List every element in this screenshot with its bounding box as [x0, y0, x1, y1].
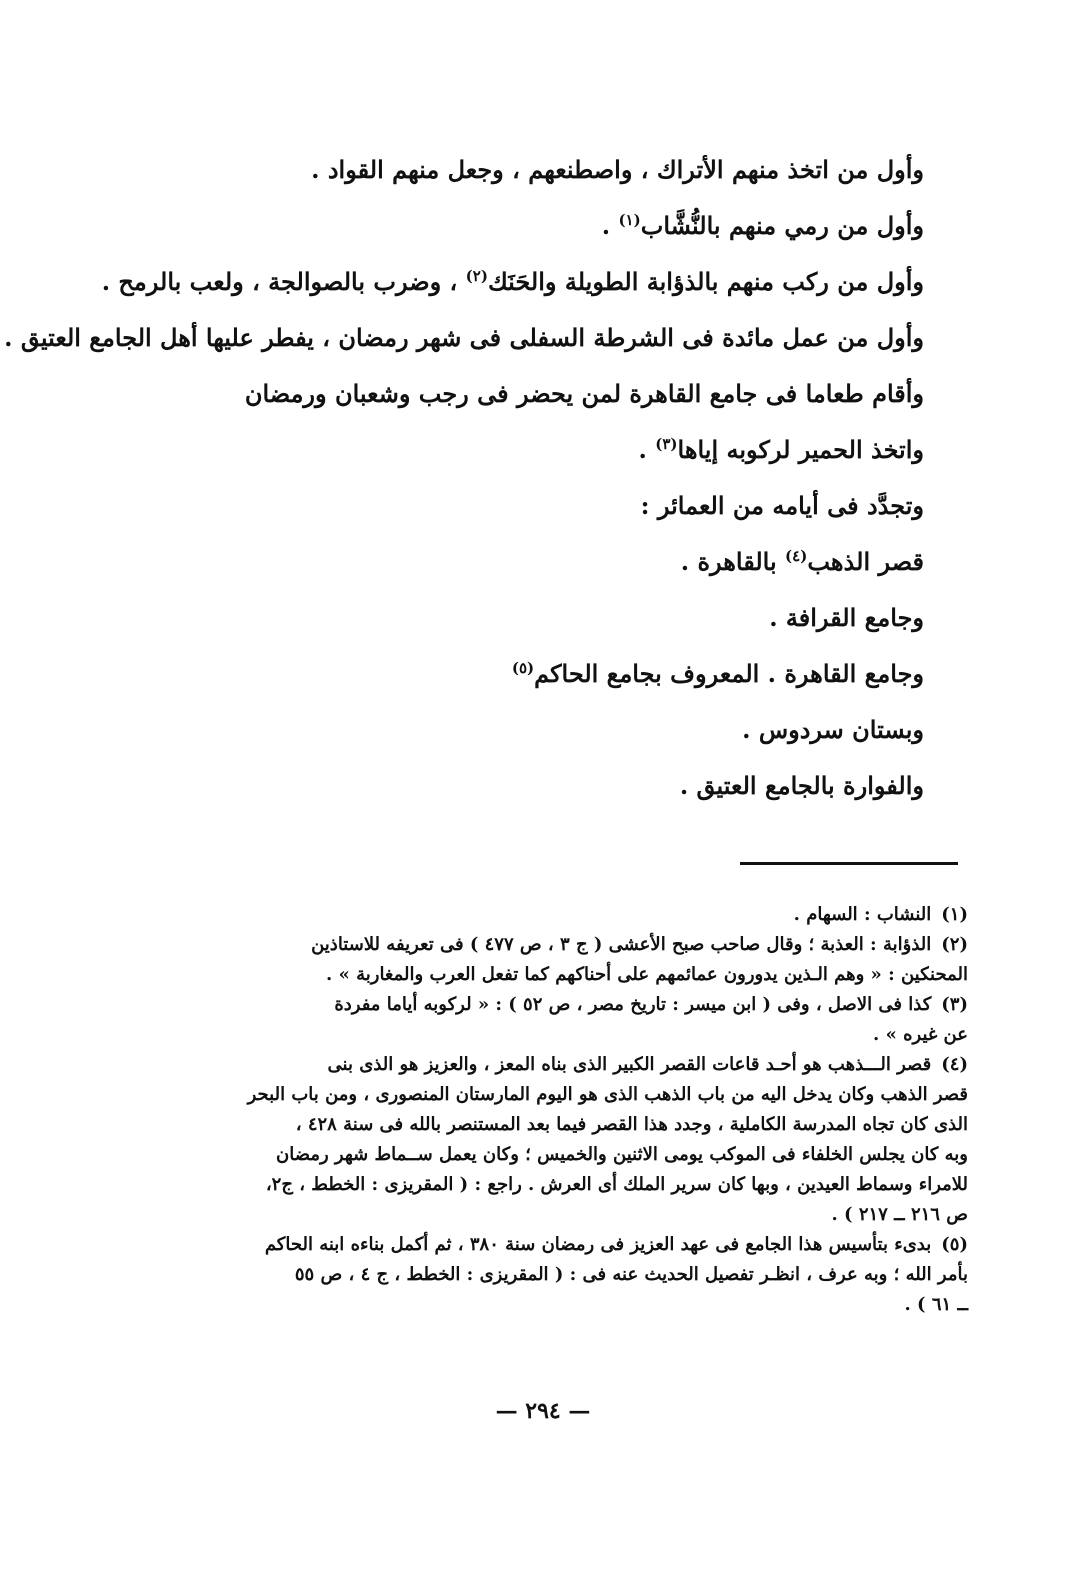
footnote-line — [118, 1230, 968, 1260]
line-text: وبستان سردوس . — [742, 715, 924, 744]
footnote — [118, 930, 968, 990]
text-line — [144, 478, 924, 534]
footnote-text: قصر الـــذهب هو أحـد قاعات القصر الكبير الذى بناه المعز ، والعزيز هو الذى بنى — [327, 1054, 932, 1075]
line-text: قصر الذهب — [807, 547, 924, 576]
line-text-continued: . — [638, 435, 656, 464]
footnote-line — [118, 1290, 968, 1320]
footnote-number: (٥) — [941, 1234, 968, 1255]
footnotes — [118, 900, 968, 1320]
footnote-number: (٤) — [941, 1054, 968, 1075]
footnote-text: الذى كان تجاه المدرسة الكاملية ، وجدد هذا القصر فيما بعد المستنصر بالله فى سنة ٤٢٨ ، — [295, 1114, 968, 1135]
text-line — [144, 142, 924, 198]
footnote-line — [118, 1140, 968, 1170]
footnote-text: ص ٢١٦ ــ ٢١٧ ) . — [831, 1204, 968, 1225]
footnote-number: (١) — [941, 904, 968, 925]
footnote-text: بدىء بتأسيس هذا الجامع فى عهد العزيز فى رمضان سنة ٣٨٠ ، ثم أكمل بناءه ابنه الحاكم — [264, 1234, 932, 1255]
footnote-number: (٣) — [941, 994, 968, 1015]
footnote — [118, 900, 968, 930]
footnote-text: قصر الذهب وكان يدخل اليه من باب الذهب الذى هو اليوم المارستان المنصورى ، ومن باب البحر — [247, 1084, 968, 1105]
footnote-text: ــ ٦١ ) . — [904, 1294, 968, 1315]
text-line — [4, 310, 924, 366]
footnote-line — [118, 1020, 968, 1050]
line-text: وأول من ركب منهم بالذؤابة الطويلة والحَنَك — [487, 267, 924, 296]
line-text-continued: بالقاهرة . — [680, 547, 786, 576]
footnote-text: النشاب : السهام . — [793, 904, 932, 925]
text-line — [101, 254, 924, 310]
footnote — [118, 1050, 968, 1230]
text-line — [144, 534, 924, 590]
main-text — [4, 142, 924, 814]
text-line — [144, 198, 924, 254]
footnote-reference: (٥) — [511, 659, 535, 677]
line-text: واتخذ الحمير لركوبه إياها — [677, 435, 924, 464]
line-text: وأول من عمل مائدة فى الشرطة السفلى فى شهر رمضان ، يفطر عليها أهل الجامع العتيق . — [4, 323, 924, 352]
footnote-reference: (٣) — [655, 435, 678, 453]
text-line — [144, 758, 924, 814]
text-line — [144, 646, 924, 702]
line-text: وأول من رمي منهم بالنُّشَّاب — [640, 211, 924, 240]
line-text: وجامع القاهرة . المعروف بجامع الحاكم — [534, 659, 924, 688]
line-text: وأقام طعاما فى جامع القاهرة لمن يحضر فى رجب وشعبان ورمضان — [244, 379, 924, 408]
footnote-line — [118, 1200, 968, 1230]
footnote-line — [118, 990, 968, 1020]
footnote-text: الذؤابة : العذبة ؛ وقال صاحب صبح الأعشى ( ج ٣ ، ص ٤٧٧ ) فى تعريفه للاستاذين — [311, 934, 932, 955]
footnote-reference: (٢) — [465, 267, 488, 285]
footnote — [118, 1230, 968, 1320]
text-line — [144, 590, 924, 646]
text-line — [144, 366, 924, 422]
footnote-text: عن غيره » . — [873, 1024, 968, 1045]
footnote-line — [118, 1050, 968, 1080]
footnote-number: (٢) — [941, 934, 968, 955]
footnote-text: المحنكين : « وهم الـذين يدورون عمائمهم على أحناكهم كما تفعل العرب والمغاربة » . — [326, 964, 968, 985]
line-text-continued: ، وضرب بالصوالجة ، ولعب بالرمح . — [101, 267, 466, 296]
text-line — [144, 702, 924, 758]
line-text: وجامع القرافة . — [769, 603, 924, 632]
text-line — [144, 422, 924, 478]
line-text: وتجدَّد فى أيامه من العمائر : — [640, 491, 924, 520]
footnote-line — [118, 1110, 968, 1140]
footnote-reference: (٤) — [785, 547, 808, 565]
footnote-line — [118, 1260, 968, 1290]
footnote-line — [118, 1170, 968, 1200]
footnote-text: للامراء وسماط العيدين ، وبها كان سرير الملك أى العرش . راجع : ( المقريزى : الخطط ، ج٢، — [265, 1174, 968, 1195]
line-text-continued: . — [601, 211, 619, 240]
footnote-line — [118, 930, 968, 960]
footnote-line — [118, 900, 968, 930]
footnote-separator — [740, 862, 958, 865]
footnote-text: بأمر الله ؛ وبه عرف ، انظـر تفصيل الحديث عنه فى : ( المقريزى : الخطط ، ج ٤ ، ص ٥٥ — [294, 1264, 968, 1285]
footnote-text: كذا فى الاصل ، وفى ( ابن ميسر : تاريخ مصر ، ص ٥٢ ) : « لركوبه أياما مفردة — [334, 994, 932, 1015]
footnote-text: وبه كان يجلس الخلفاء فى الموكب يومى الاثنين والخميس ؛ وكان يعمل ســماط شهر رمضان — [276, 1144, 968, 1165]
line-text: وأول من اتخذ منهم الأتراك ، واصطنعهم ، وجعل منهم القواد . — [311, 155, 924, 184]
footnote-line — [118, 960, 968, 990]
footnote-line — [118, 1080, 968, 1110]
footnote — [118, 990, 968, 1050]
footnote-reference: (١) — [618, 211, 641, 229]
page-number: — ٢٩٤ — — [495, 1398, 591, 1424]
line-text: والفوارة بالجامع العتيق . — [679, 771, 924, 800]
